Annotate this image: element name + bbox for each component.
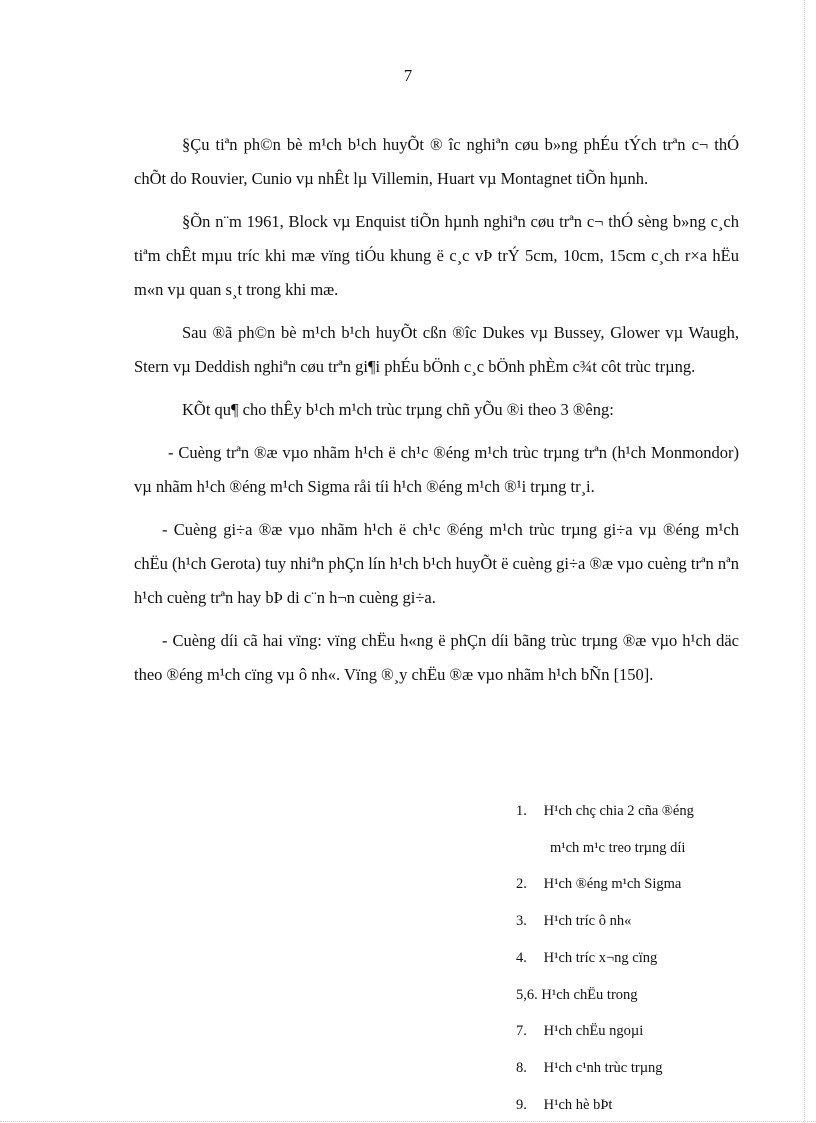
legend-text: H¹ch ®éng m¹ch Sigma [543, 876, 682, 893]
legend-text: H¹ch chËu ngoµi [543, 1023, 644, 1040]
legend-text: H¹ch chËu trong [541, 986, 638, 1003]
legend-text: H¹ch chç chia 2 cña ®éng [543, 803, 694, 819]
legend-item [516, 793, 796, 830]
paragraph-block-enquist: §Õn n¨m 1961, Block vµ Enquist tiÕn hµnh nghiªn cøu trªn c¬ thÓ sèng b»ng c¸ch tiªm chÊt mµu tríc khi mæ vïng tiÓu khung ë c¸c vÞ trÝ 5cm, 10cm, 15cm c¸ch r×a hËu m«n vµ quan s¸t trong khi mæ. [134, 212, 739, 299]
paragraph-middle-pedicle: - Cuèng gi÷a ®æ vµo nhãm h¹ch ë ch¹c ®éng m¹ch trùc trµng gi÷a vµ ®éng m¹ch chËu (h¹ch Gerota) tuy nhiªn phÇn lín h¹ch b¹ch huyÕt ë cuèng gi÷a ®æ vµo cuèng trªn nªn h¹ch cuèng trªn hay bÞ di c¨n h¬n cuèng gi÷a. [134, 520, 739, 607]
legend-number: 4. [516, 949, 527, 966]
page-number: 7 [403, 66, 413, 85]
legend-text: H¹ch tríc ô nh« [543, 913, 632, 930]
paragraph-lower-pedicle: - Cuèng díi cã hai vïng: vïng chËu h«ng ë phÇn díi bãng trùc trµng ®æ vµo h¹ch däc theo ®éng m¹ch cïng vµ ô nh«. Vïng ®¸y chËu ®æ vµo nhãm h¹ch bÑn [150]. [134, 631, 739, 684]
paragraph-results: KÕt qu¶ cho thÊy b¹ch m¹ch trùc trµng chñ yÕu ®i theo 3 ®êng: [182, 400, 614, 419]
legend-item-continuation: m¹ch m¹c treo trµng díi [550, 839, 686, 856]
legend-item [516, 977, 796, 1014]
legend-number: 9. [516, 1096, 527, 1113]
legend-number: 7. [516, 1023, 527, 1040]
body-text [134, 128, 739, 701]
legend-item [516, 903, 796, 940]
legend-item [516, 1013, 796, 1050]
legend-item [516, 866, 796, 903]
legend-number: 1. [516, 803, 527, 819]
legend-number: 5,6. [516, 986, 538, 1003]
legend-item [516, 1087, 796, 1123]
legend-text: H¹ch hè bÞt [543, 1096, 613, 1113]
legend-number: 8. [516, 1059, 527, 1076]
legend-item [516, 940, 796, 977]
legend-text: H¹ch tríc x¬ng cïng [543, 949, 658, 966]
legend-text: H¹ch c¹nh trùc trµng [543, 1059, 663, 1076]
paragraph-history-dissection: §Çu tiªn ph©n bè m¹ch b¹ch huyÕt ® îc nghiªn cøu b»ng phÉu tÝch trªn c¬ thÓ chÕt do Rouvier, Cunio vµ nhÊt lµ Villemin, Huart vµ Montagnet tiÕn hµnh. [134, 135, 739, 188]
legend-number: 2. [516, 876, 527, 893]
page-edge-vertical [804, 0, 805, 1123]
paragraph-dukes-bussey: Sau ®ã ph©n bè m¹ch b¹ch huyÕt cßn ®îc Dukes vµ Bussey, Glower vµ Waugh, Stern vµ Deddish nghiªn cøu trªn gi¶i phÉu bÖnh c¸c bÖnh phÈm c¾t côt trùc trµng. [134, 323, 739, 376]
paragraph-upper-pedicle: - Cuèng trªn ®æ vµo nhãm h¹ch ë ch¹c ®éng m¹ch trùc trµng trªn (h¹ch Monmondor) vµ nhãm h¹ch ®éng m¹ch Sigma råi tíi h¹ch ®éng m¹ch ®¹i trµng tr¸i. [134, 443, 739, 496]
legend-number: 3. [516, 913, 527, 930]
legend-item [516, 1050, 796, 1087]
lymph-node-legend [516, 793, 796, 1123]
